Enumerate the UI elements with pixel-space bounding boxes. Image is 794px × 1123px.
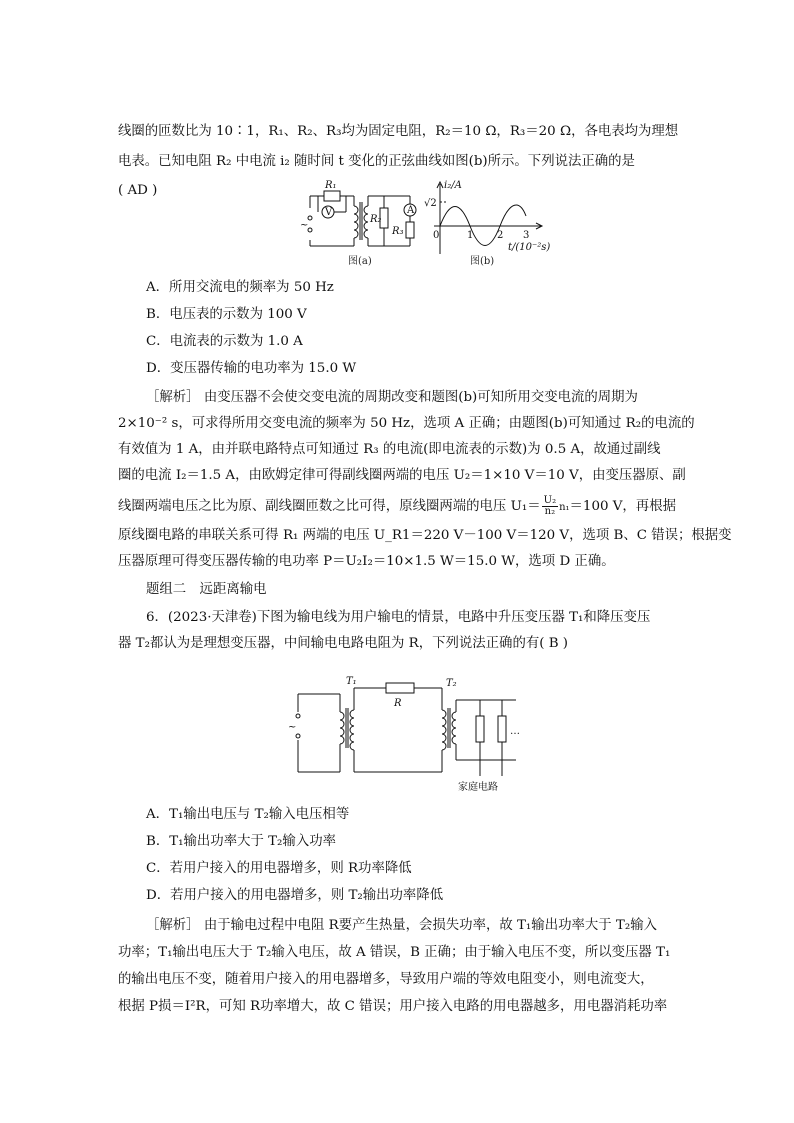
label-ac: ~ [300,220,309,231]
x-tick-3: 3 [523,230,530,241]
label-T1: T₁ [346,676,357,687]
p6-stem-line2: 器 T₂都认为是理想变压器，中间输电电路电阻为 R，下列说法正确的有( B ) [118,636,569,651]
p5-option-a: A．所用交流电的频率为 50 Hz [146,280,334,295]
p5-analysis-1: ［解析］ 由变压器不会使交变电流的周期改变和题图(b)可知所用交变电流的周期为 [146,390,638,405]
label-T2: T₂ [446,678,457,689]
p5-analysis-5 [118,496,676,518]
p6-circuit-figure [288,672,538,798]
p5-stem-line2: 电表。已知电阻 R₂ 中电流 i₂ 随时间 t 变化的正弦曲线如图(b)所示。下列说法正确的是 [118,154,635,169]
p6-analysis-3: 的输出电压不变，随着用户接入的用电器增多，导致用户端的等效电阻变小，则电流变大， [118,972,654,987]
frac-numerator: U₂ [543,495,557,506]
p5-analysis-3: 有效值为 1 A，由并联电路特点可知通过 R₃ 的电流(即电流表的示数)为 0.5 A，故通过副线 [118,442,661,457]
p6-analysis-4: 根据 P损＝I²R，可知 R功率增大，故 C 错误；用户接入电路的用电器越多，用电器消耗功率 [118,999,668,1014]
label-R3: R₃ [392,226,404,237]
p6-analysis-2: 功率；T₁输出电压大于 T₂输入电压，故 A 错误，B 正确；由于输入电压不变，所以变压器 T₁ [118,945,671,960]
group2-title: 题组二 远距离输电 [146,582,267,597]
p5-figure [270,178,550,270]
caption-a: 图(a) [348,256,372,267]
label-R1: R₁ [325,180,337,191]
p5-option-d: D．变压器传输的电功率为 15.0 W [146,361,357,376]
p5-stem-line1: 线圈的匝数比为 10∶1，R₁、R₂、R₃均为固定电阻，R₂＝10 Ω，R₃＝20 Ω，各电表均为理想 [118,124,679,139]
label-more-loads: … [510,726,520,737]
p5-option-c: C．电流表的示数为 1.0 A [146,334,303,349]
label-ac-source: ~ [288,722,297,733]
p6-analysis-1: ［解析］ 由于输电过程中电阻 R要产生热量，会损失功率，故 T₁输出功率大于 T₂输入 [146,918,657,933]
transmission-circuit [296,683,516,776]
p5-analysis-5-tail: ＝100 V，再根据 [569,499,676,514]
p5-analysis-2: 2×10⁻² s，可求得所用交变电流的频率为 50 Hz，选项 A 正确；由题图(b)可知通过 R₂的电流的 [118,416,695,431]
circuit-diagram-a [308,191,416,246]
u1-fraction [542,496,558,517]
x-axis-label: t/(10⁻²s) [508,242,550,253]
p6-option-a: A．T₁输出电压与 T₂输入电压相等 [146,807,350,822]
p5-analysis-4: 圈的电流 I₂＝1.5 A，由欧姆定律可得副线圈两端的电压 U₂＝1×10 V＝10 V，由变压器原、副 [118,468,686,483]
label-home-circuit: 家庭电路 [458,782,498,793]
frac-denominator: n₂ [544,506,556,517]
label-A: A [407,205,415,216]
p5-analysis-5-lead: 线圈两端电压之比为原、副线圈匝数之比可得，原线圈两端的电压 U₁＝ [118,499,541,514]
label-R2: R₂ [370,214,382,225]
p5-option-b: B．电压表的示数为 100 V [146,307,307,322]
p6-stem-line1: 6．(2023·天津卷)下图为输电线为用户输电的情景，电路中升压变压器 T₁和降压变压 [146,610,651,625]
p5-answer: ( AD ) [118,183,158,198]
x-tick-1: 1 [467,230,474,241]
x-tick-2: 2 [497,230,504,241]
frac-tail: n₁ [559,502,570,513]
p6-option-c: C．若用户接入的用电器增多，则 R功率降低 [146,861,412,876]
y-tick-sqrt2: √2 [424,198,437,209]
p5-analysis-6: 原线圈电路的串联关系可得 R₁ 两端的电压 U_R1＝220 V－100 V＝120 V，选项 B、C 错误；根据变 [118,528,732,543]
p5-analysis-7: 压器原理可得变压器传输的电功率 P＝U₂I₂＝10×1.5 W＝15.0 W，选项 D 正确。 [118,554,615,569]
origin-label: 0 [433,230,440,241]
caption-b: 图(b) [470,256,495,267]
label-R: R [394,698,402,709]
p6-option-d: D．若用户接入的用电器增多，则 T₂输出功率降低 [146,888,444,903]
y-axis-label: i₂/A [444,180,462,191]
label-V: V [325,207,333,218]
p6-option-b: B．T₁输出功率大于 T₂输入功率 [146,834,336,849]
